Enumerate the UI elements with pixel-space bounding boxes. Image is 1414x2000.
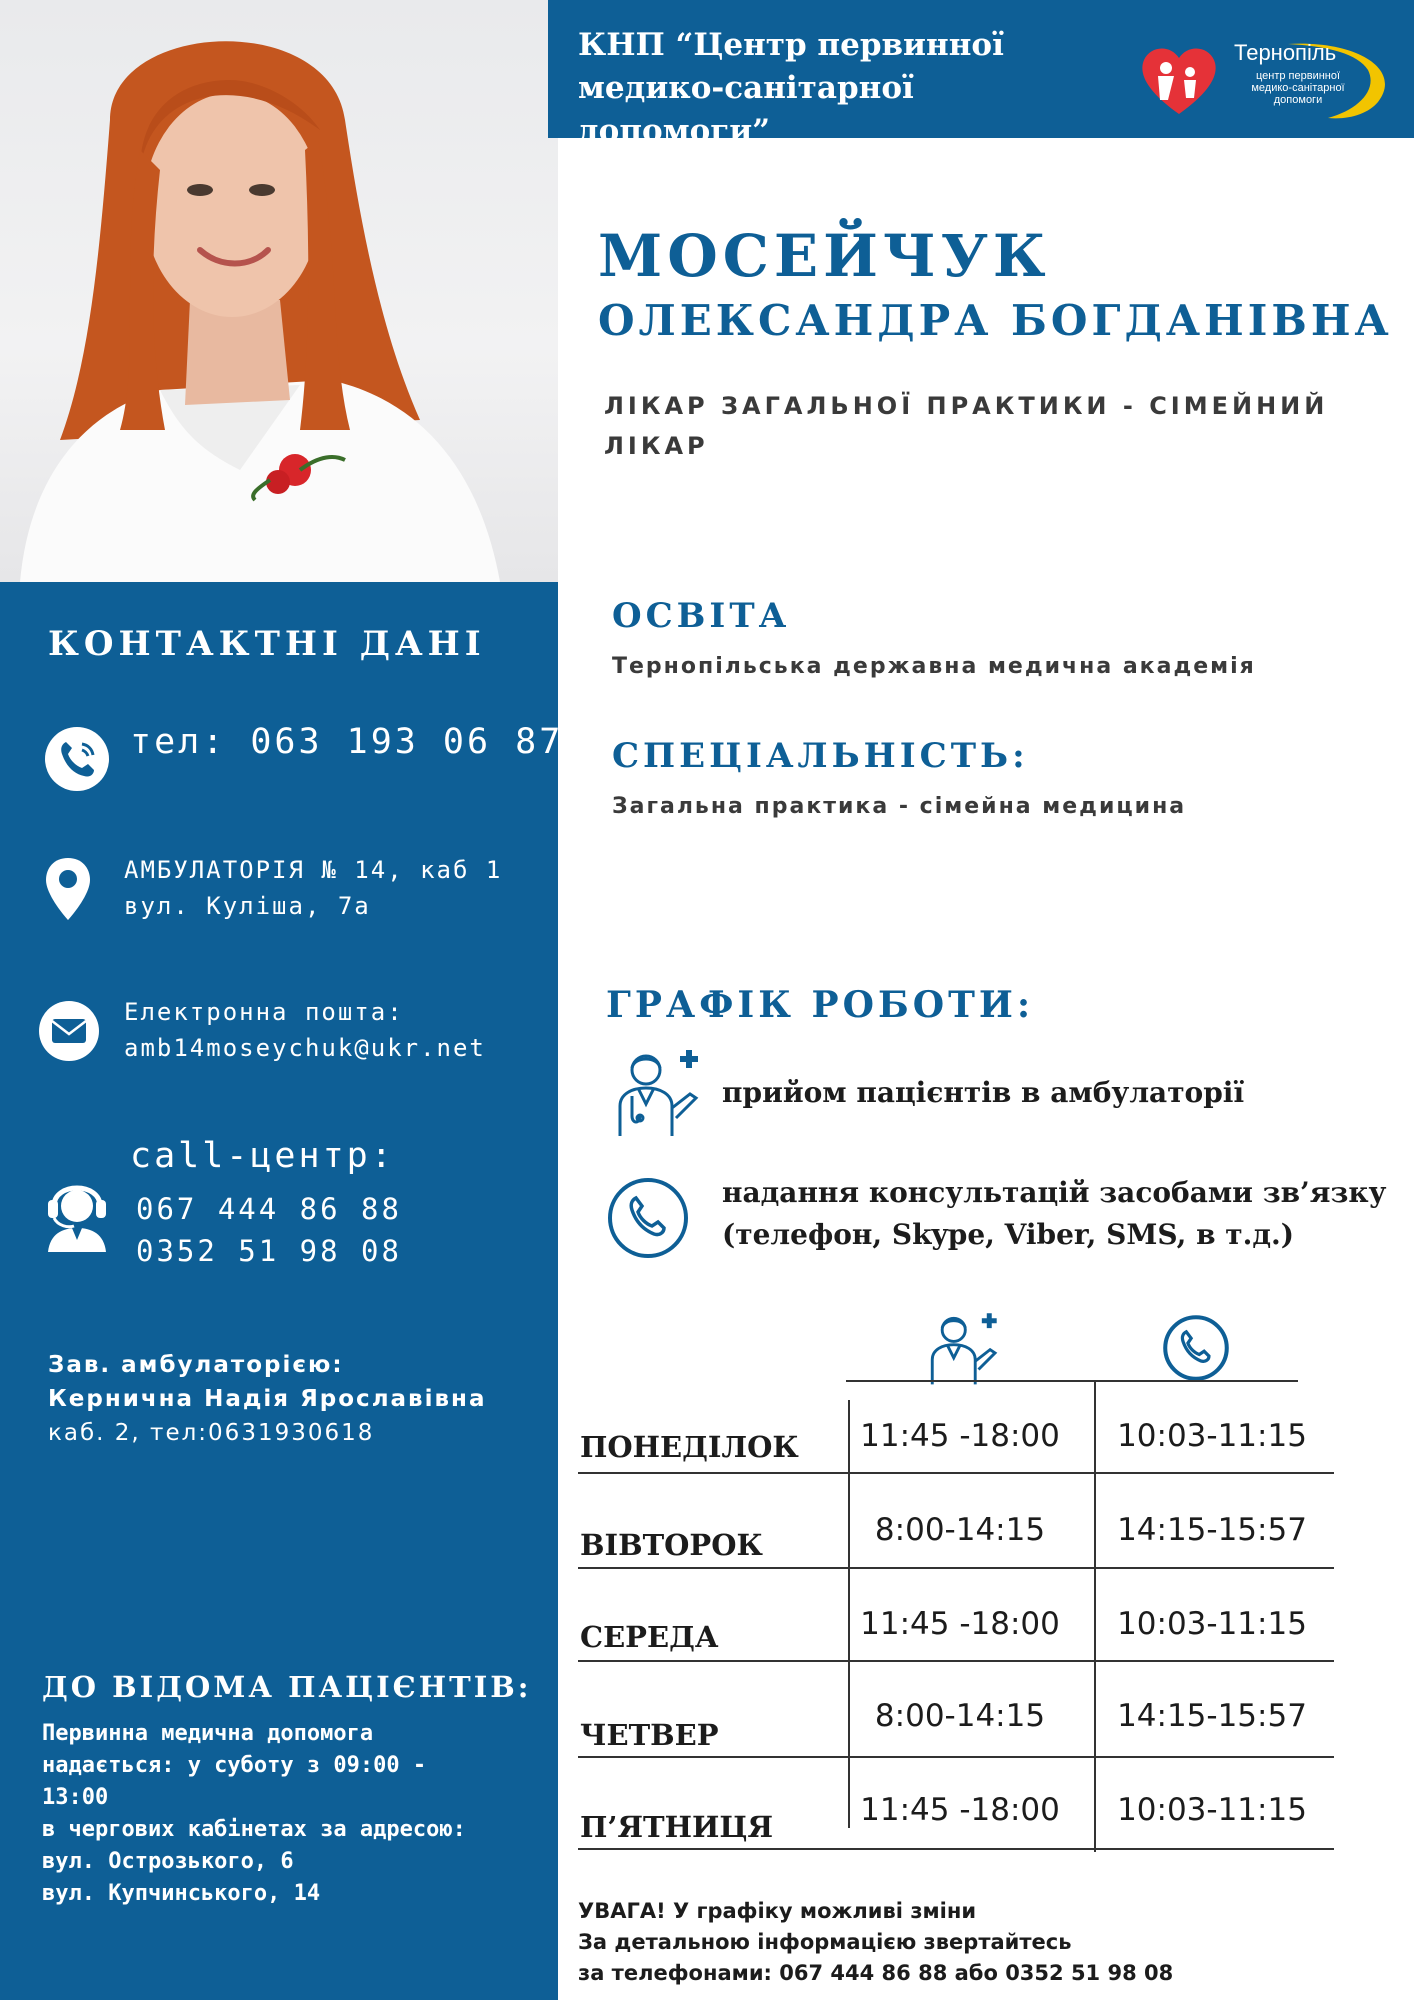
doctor-position-line1: ЛІКАР ЗАГАЛЬНОЇ ПРАКТИКИ - СІМЕЙНИЙ [604, 392, 1329, 420]
organization-name [578, 24, 1098, 153]
head-contact: каб. 2, тел:0631930618 [48, 1420, 375, 1446]
doctor-position [604, 386, 1328, 466]
call-center-phone-1[interactable]: 067 444 86 88 [136, 1192, 402, 1226]
schedule-wednesday-inperson: 11:45 -18:00 [860, 1606, 1060, 1642]
call-center-phone-2[interactable]: 0352 51 98 08 [136, 1234, 402, 1268]
table-row-line-1 [578, 1472, 1334, 1474]
education-title: ОСВІТА [612, 596, 791, 636]
contact-email[interactable]: amb14moseychuk@ukr.net [124, 1034, 486, 1062]
notice-line3: 13:00 [42, 1785, 109, 1810]
organization-name-line1: КНП “Центр первинної [578, 27, 1004, 63]
table-row-line-4 [578, 1756, 1334, 1758]
table-remote-column-icon [1162, 1314, 1230, 1382]
contact-address-line2: вул. Куліша, 7а [124, 892, 371, 920]
schedule-day-tuesday: ВІВТОРОК [580, 1528, 763, 1562]
phone-icon [44, 726, 110, 792]
table-inperson-column-icon [924, 1310, 1000, 1386]
schedule-thursday-inperson: 8:00-14:15 [874, 1698, 1046, 1734]
contact-address [124, 852, 502, 924]
legend-remote-line1: надання консультацій засобами зв’язку [722, 1176, 1387, 1209]
notice-line2: надається: у суботу з 09:00 - [42, 1753, 427, 1778]
organization-name-line2: медико-санітарної допомоги” [578, 70, 914, 149]
footer-line1: УВАГА! У графіку можливі зміни [578, 1899, 977, 1923]
schedule-day-friday: П’ЯТНИЦЯ [580, 1810, 774, 1844]
specialty-value: Загальна практика - сімейна медицина [612, 794, 1187, 819]
logo-city: Тернопіль [1234, 40, 1337, 65]
schedule-monday-remote: 10:03-11:15 [1117, 1418, 1307, 1454]
doctor-given-names: ОЛЕКСАНДРА БОГДАНІВНА [598, 296, 1393, 345]
logo-subtitle-line3: допомоги [1273, 94, 1323, 106]
schedule-day-monday: ПОНЕДІЛОК [580, 1430, 799, 1464]
logo-subtitle-line1: центр первинної [1255, 70, 1341, 82]
notice-line4: в чергових кабінетах за адресою: [42, 1817, 466, 1842]
footer-line3: за телефонами: 067 444 86 88 або 0352 51 98 08 [578, 1961, 1174, 1985]
doctor-portrait-illustration [0, 0, 558, 582]
contact-phone[interactable]: тел: 063 193 06 87 [130, 722, 564, 762]
call-center-operator-icon [44, 1168, 110, 1252]
heart-family-icon [1138, 42, 1220, 118]
doctor-position-line2: ЛІКАР [604, 432, 709, 460]
call-center-phones [136, 1188, 402, 1272]
organization-header [548, 0, 1414, 149]
logo-subtitle-line2: медико-санітарної [1251, 82, 1345, 94]
schedule-tuesday-inperson: 8:00-14:15 [874, 1512, 1046, 1548]
notice-line1: Первинна медична допомога [42, 1721, 374, 1746]
doctor-surname: МОСЕЙЧУК [598, 222, 1051, 290]
doctor-photo [0, 0, 558, 582]
schedule-title: ГРАФІК РОБОТИ: [606, 984, 1035, 1026]
contact-email-label: Електронна пошта: [124, 998, 404, 1026]
schedule-friday-remote: 10:03-11:15 [1117, 1792, 1307, 1828]
contact-email-block [124, 994, 486, 1066]
head-label: Зав. амбулаторією: [48, 1352, 344, 1378]
contacts-title: КОНТАКТНІ ДАНІ [48, 624, 486, 664]
notice-line5: вул. Острозького, 6 [42, 1849, 294, 1874]
specialty-title: СПЕЦІАЛЬНІСТЬ: [612, 736, 1029, 776]
schedule-day-thursday: ЧЕТВЕР [580, 1718, 719, 1752]
table-row-line-2 [578, 1567, 1334, 1569]
email-icon [38, 1000, 100, 1062]
footer-line2: За детальною інформацією звертайтесь [578, 1930, 1072, 1954]
doctor-icon [610, 1046, 702, 1138]
organization-logo [1138, 40, 1398, 120]
phone-consultation-icon [606, 1176, 690, 1260]
legend-remote-line2: (телефон, Skype, Viber, SMS, в т.д.) [722, 1218, 1295, 1251]
head-of-ambulatory [48, 1348, 486, 1450]
call-center-title: call-центр: [130, 1136, 395, 1176]
schedule-friday-inperson: 11:45 -18:00 [860, 1792, 1060, 1828]
schedule-monday-inperson: 11:45 -18:00 [860, 1418, 1060, 1454]
schedule-thursday-remote: 14:15-15:57 [1117, 1698, 1307, 1734]
education-value: Тернопільська державна медична академія [612, 654, 1256, 679]
notice-line6: вул. Купчинського, 14 [42, 1881, 321, 1906]
table-header-line [846, 1380, 1298, 1382]
table-row-line-5 [578, 1848, 1334, 1850]
schedule-wednesday-remote: 10:03-11:15 [1117, 1606, 1307, 1642]
location-pin-icon [44, 856, 92, 922]
legend-remote-label [722, 1172, 1386, 1256]
legend-inperson-label: прийом пацієнтів в амбулаторії [722, 1076, 1245, 1109]
table-row-line-3 [578, 1660, 1334, 1662]
contact-address-line1: АМБУЛАТОРІЯ № 14, каб 1 [124, 856, 503, 884]
notice-title: ДО ВІДОМА ПАЦІЄНТІВ: [42, 1670, 532, 1704]
head-name: Керничнa Надія Ярославівна [48, 1386, 487, 1412]
notice-body [42, 1718, 552, 1910]
schedule-footer-note [578, 1896, 1173, 1989]
schedule-tuesday-remote: 14:15-15:57 [1117, 1512, 1307, 1548]
schedule-day-wednesday: СЕРЕДА [580, 1620, 719, 1654]
logo-subtitle [1238, 70, 1358, 106]
